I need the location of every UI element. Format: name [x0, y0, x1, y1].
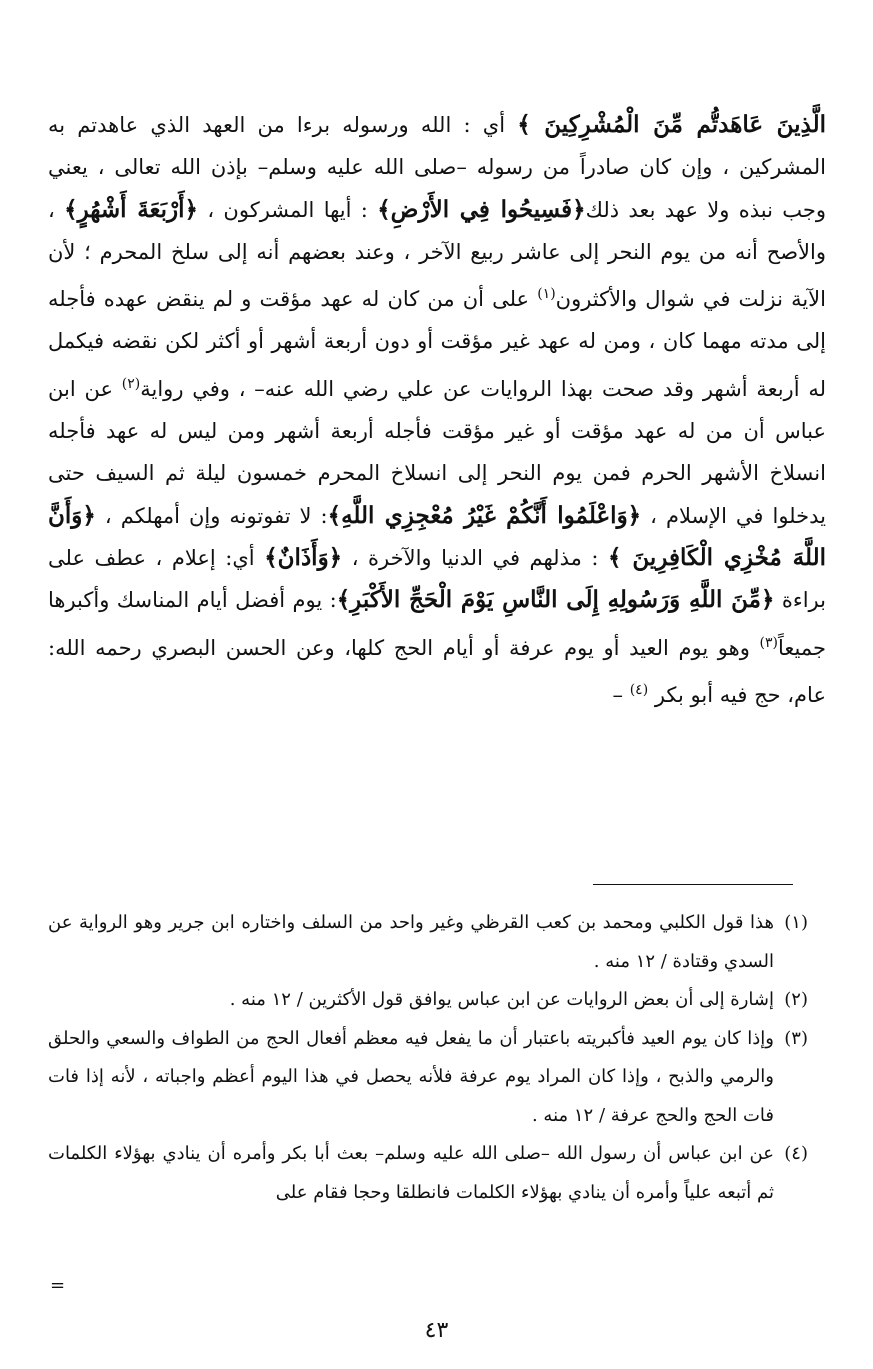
footnote-number: (٢) — [784, 989, 808, 1010]
commentary-text: أي: إعلام ، عطف على براءة — [48, 545, 826, 613]
page-number: ٤٣ — [424, 1318, 449, 1343]
commentary-text: وهو يوم العيد أو يوم عرفة أو أيام الحج كلها، وعن الحسن البصري رحمه الله: عام، حج فيه أبو بكر — [48, 635, 826, 707]
footnote-reference: (٢) — [121, 375, 141, 392]
commentary-text: : مذلهم في الدنيا والآخرة ، — [342, 545, 609, 570]
footnote-reference: (٤) — [629, 681, 649, 698]
main-text — [48, 104, 826, 716]
continuation-mark: = — [50, 1275, 66, 1296]
footnote-text: عن ابن عباس أن رسول الله –صلى الله عليه وسلم– بعث أبا بكر وأمره أن ينادي بهؤلاء الكلمات ثم أتبعه علياً وأمره أن ينادي بهؤلاء الكلمات فانطلقا وحجا فقام على — [48, 1143, 774, 1203]
quran-verse: ﴿وَأَذَانٌ﴾ — [264, 543, 343, 571]
commentary-text: : أيها المشركون ، — [198, 197, 378, 222]
footnote-number: (٣) — [784, 1027, 808, 1049]
footnote-text: وإذا كان يوم العيد فأكبريته باعتبار أن ما يفعل فيه معظم أفعال الحج من الطواف والسعي والحلق والرمي والذبح ، وإذا كان المراد يوم عرفة فلأنه يحصل في هذا اليوم أعظم واجباته ، لأنه إذا فات فات الحج والحج عرفة / ١٢ منه . — [48, 1027, 774, 1126]
quran-verse: ﴿مِّنَ اللَّهِ وَرَسُولِهِ إِلَى النَّاسِ يَوْمَ الْحَجِّ الأَكْبَرِ﴾ — [336, 586, 775, 614]
footnote — [48, 981, 808, 1020]
footnote — [48, 904, 808, 981]
commentary-text: ، والأصح أنه من يوم النحر إلى عاشر ربيع الآخر ، وعند بعضهم أنه إلى سلخ المحرم ؛ لأن الآية نزلت في شوال والأكثرون — [48, 197, 826, 312]
quran-verse: ﴿وَاعْلَمُوا أَنَّكُمْ غَيْرُ مُعْجِزِي اللَّهِ﴾ — [327, 501, 642, 529]
quran-verse: الَّذِينَ عَاهَدتُّم مِّنَ الْمُشْرِكِينَ ﴾ — [517, 111, 826, 138]
footnote-text: هذا قول الكلبي ومحمد بن كعب القرظي وغير واحد من السلف واختاره ابن جرير وهو الرواية عن السدي وقتادة / ١٢ منه . — [48, 912, 774, 972]
commentary-text: : يوم أفضل أيام المناسك وأكبرها جميعاً — [48, 588, 826, 660]
commentary-text: – — [612, 682, 630, 707]
commentary-text: على أن من كان له عهد مؤقت و لم ينقض عهده فأجله إلى مدته مهما كان ، ومن له عهد غير مؤقت أو دون أربعة أشهر أو أكثر لكن نقضه فيكمل له أربعة أشهر وقد صحت بهذا الروايات عن علي رضي الله عنه– ، وفي رواية — [48, 287, 826, 401]
footnote-number: (١) — [784, 912, 808, 933]
quran-verse: ﴿وَأَنَّ اللَّهَ مُخْزِي الْكَافِرِينَ ﴾ — [48, 501, 827, 571]
footnote — [48, 1020, 808, 1136]
quran-verse: ﴿أَرْبَعَةَ أَشْهُرٍ﴾ — [64, 195, 198, 223]
footnote-text: إشارة إلى أن بعض الروايات عن ابن عباس يوافق قول الأكثرين / ١٢ منه . — [229, 989, 774, 1010]
commentary-text: عن ابن عباس أن من له عهد مؤقت أو غير مؤقت فأجله أربعة أشهر ومن ليس له عهد فأجله انسلاخ الأشهر الحرم فمن يوم النحر إلى انسلاخ المحرم خمسون ليلة ثم السيف حتى يدخلوا في الإسلام ، — [48, 376, 826, 528]
footnotes — [48, 904, 808, 1212]
quran-verse: ﴿فَسِيحُوا فِي الأَرْضِ﴾ — [377, 195, 586, 223]
footnote-number: (٤) — [784, 1143, 808, 1164]
footnote-reference: (١) — [537, 286, 556, 303]
footnote-reference: (٣) — [759, 634, 778, 651]
commentary-text: : لا تفوتونه وإن أمهلكم ، — [95, 503, 328, 528]
footnote-separator — [593, 884, 793, 885]
footnote — [48, 1135, 808, 1212]
commentary-text: أي : الله ورسوله برءا من العهد الذي عاهدتم به المشركين ، وإن كان صادراً من رسوله –صلى الله عليه وسلم– بإذن الله تعالى ، يعني وجب نبذه ولا عهد بعد ذلك — [48, 113, 827, 222]
